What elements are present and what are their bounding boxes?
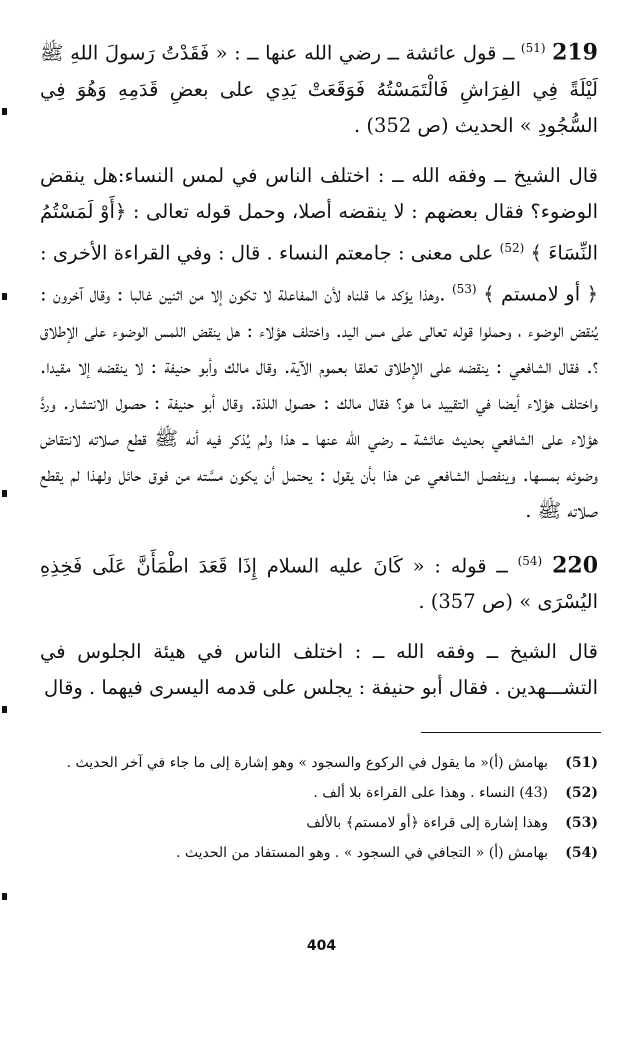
footnote-text: (43) النساء . وهذا على القراءة بلا ألف . bbox=[313, 785, 548, 801]
footnote-ref: (52) bbox=[499, 240, 525, 255]
footnote bbox=[40, 748, 598, 778]
footnotes bbox=[40, 748, 598, 868]
footnote-ref: (54) bbox=[517, 553, 543, 568]
footnote-number: (52) bbox=[565, 785, 598, 801]
footnote-ref: (51) bbox=[520, 41, 546, 55]
footnote bbox=[40, 808, 598, 838]
scan-mark bbox=[2, 490, 7, 497]
hadith-text: ــ قوله : « كَانَ عليه السلام إِذَا قَعَدَ اطْمَأَنَّ عَلَى فَخِذِهِ اليُسْرَى » (ص 357) . bbox=[40, 554, 598, 613]
footnote-number: (53) bbox=[565, 815, 598, 831]
footnote-divider bbox=[421, 732, 601, 733]
hadith-text: ــ قول عائشة ــ رضي الله عنها ــ : « فَقَدْتُ رَسولَ اللهِ ﷺ لَيْلَةً فِي الفِرَاشِ فَالْتَمَسْتُهُ فَوَقَعَتْ يَدِي على بعضِ قَدَمِهِ وَهُوَ فِي السُّجُودِ » الحديث (ص 352) . bbox=[40, 41, 598, 137]
footnote-text: وهذا إشارة إلى قراءة ﴿أو لامستم﴾ بالألف bbox=[306, 815, 548, 831]
commentary-text: .وهذا يؤكد ما قلناه لأن المفاعلة لا تكون إلا من اثنين غالبا : وقال آخرون : يُنقض الوضوء ، وحملوا قوله تعالى على مس اليد. واختلف هؤلاء : هل ينقض اللمس الوضوء على الإطلاق ؟. فقال الشافعي : ينقضه على الإطلاق تعلقا بعموم الآية. وقال مالك وأبو حنيفة : لا ينقضه إلا مقيدا. واختلف هؤلاء أيضا في التقييد ما هو؟ فقال مالك : حصول اللذة. وقال أبو حنيفة : حصول الانتشار. وردَّ هؤلاء على الشافعي بحديث عائشة ــ رضي الله عنها ــ هذا ولم يُذكر فيه أنه ﷺ قطع صلاته لانتقاض وضوئه بمسها. وينفصل الشافعي عن هذا بأن يقول : يحتمل أن يكون مسَّته من فوق حائل ولهذا لم يقطع صلاته ﷺ . bbox=[40, 282, 598, 522]
scan-mark bbox=[2, 293, 7, 300]
footnote-number: (51) bbox=[565, 755, 598, 771]
commentary-paragraph bbox=[40, 158, 598, 529]
hadith-number: 219 bbox=[552, 39, 598, 66]
page-body bbox=[40, 30, 598, 706]
commentary-text: على معنى : جامعتم النساء . قال : وفي القراءة الأخرى : ﴿ أو لامستم ﴾ bbox=[40, 241, 599, 306]
scan-mark bbox=[2, 893, 7, 900]
footnote-ref: (53) bbox=[451, 282, 477, 296]
footnote bbox=[40, 778, 598, 808]
scan-mark bbox=[2, 706, 7, 713]
hadith-220 bbox=[40, 543, 598, 621]
footnote-text: بهامش (أ)« ما يقول في الركوع والسجود » وهو إشارة إلى ما جاء في آخر الحديث . bbox=[66, 755, 548, 771]
scan-mark bbox=[2, 108, 7, 115]
page-number: 404 bbox=[306, 938, 337, 954]
footnote-text: بهامش (أ) « التجافي في السجود » . وهو المستفاد من الحديث . bbox=[175, 845, 548, 861]
hadith-number: 220 bbox=[552, 552, 599, 578]
commentary-text: قال الشيخ ــ وفقه الله ــ : اختلف الناس في هيئة الجلوس في التشـــهدين . فقال أبو حنيفة : يجلس على قدمه اليسرى فيهما . وقال bbox=[40, 640, 598, 699]
footnote-number: (54) bbox=[565, 845, 598, 861]
commentary-text: قال الشيخ ــ وفقه الله ــ : اختلف الناس في لمس النساء:هل ينقض الوضوء؟ فقال بعضهم : لا ينقضه أصلا، وحمل قوله تعالى : ﴿أَوْ لَمَسْتُمُ النِّسَاءَ ﴾ bbox=[40, 163, 598, 264]
commentary-paragraph bbox=[40, 634, 598, 706]
footnote bbox=[40, 838, 598, 868]
hadith-219 bbox=[40, 30, 598, 144]
